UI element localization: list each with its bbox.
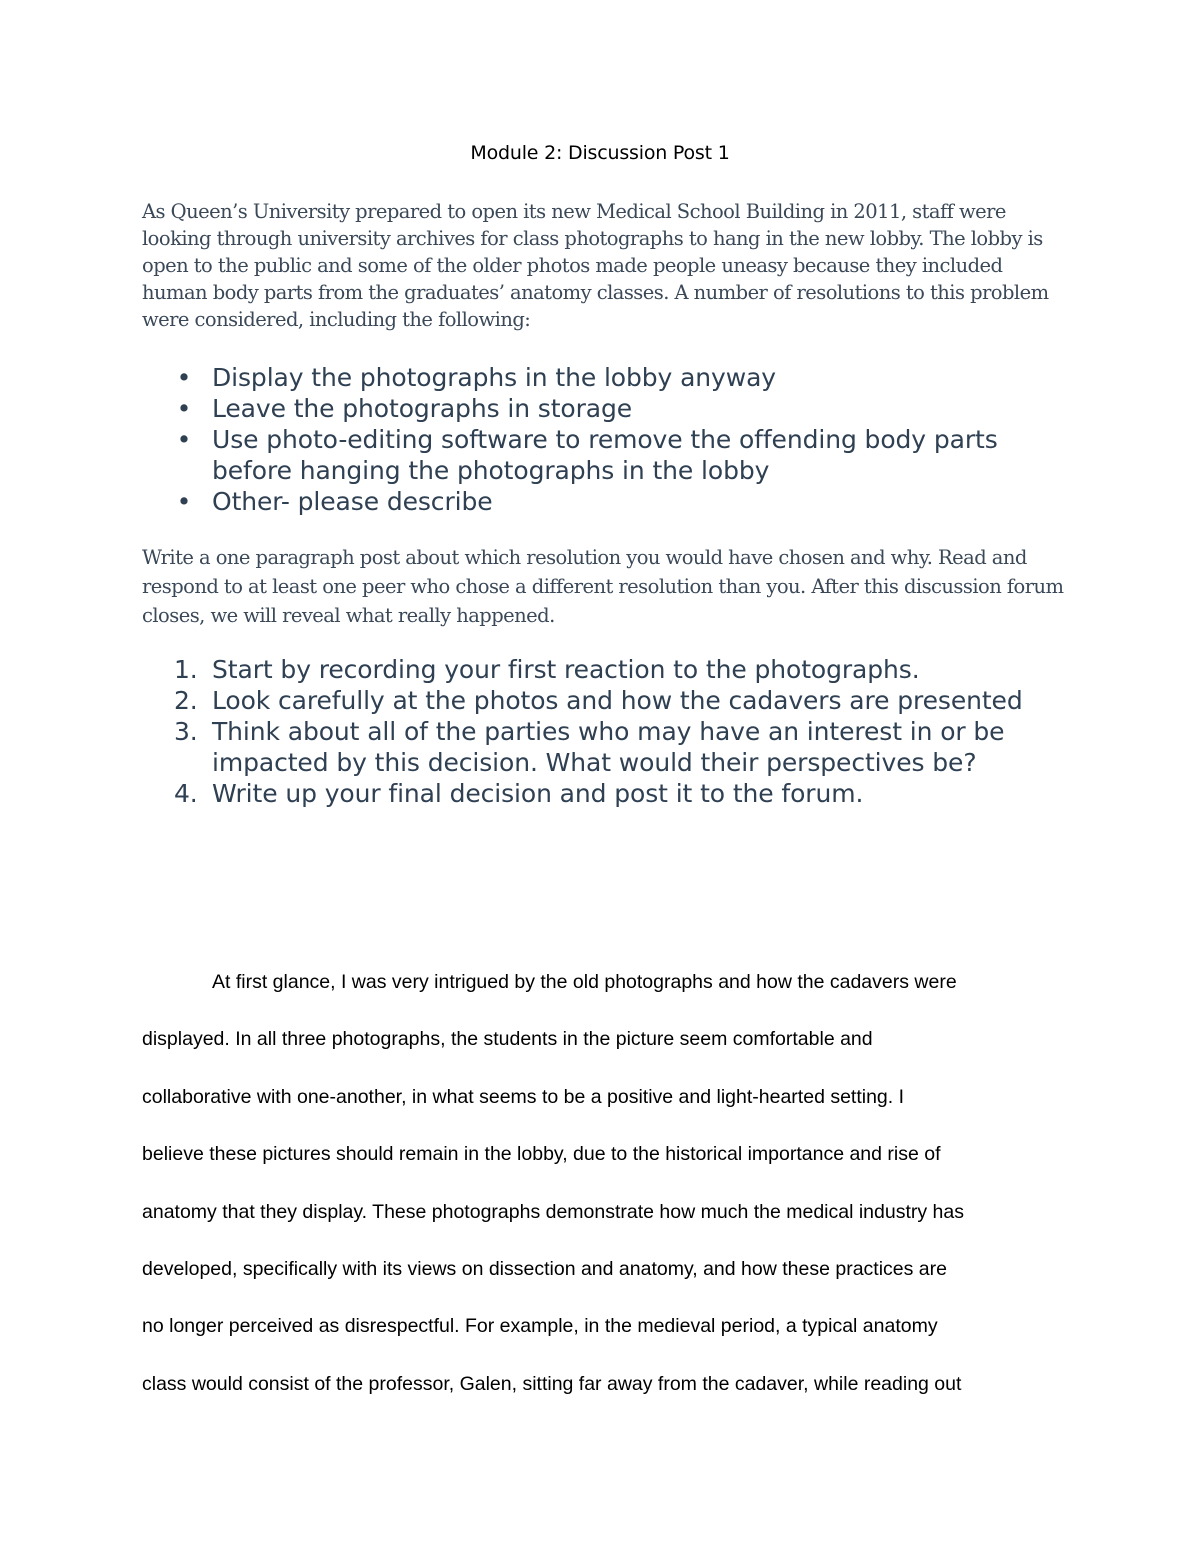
- intro-paragraph: As Queen’s University prepared to open its new Medical School Building in 2011, staff were looking through university archives for class photographs to hang in the new lobby. The lobby is open to the public and some of the older photos made people uneasy because they included human body parts from the graduates’ anatomy classes. A number of resolutions to this problem were considered, including the following:: [142, 200, 1049, 331]
- option-text: Leave the photographs in storage: [212, 394, 633, 423]
- step-text: Write up your final decision and post it to the forum.: [212, 779, 864, 808]
- instructions-paragraph: Write a one paragraph post about which resolution you would have chosen and why. Read and respond to at least one peer who chose a different resolution than you. After this discussion forum closes, we will reveal what really happened.: [142, 546, 1064, 627]
- list-item: [142, 685, 1072, 716]
- list-item: [142, 362, 1072, 393]
- list-item: [142, 654, 1072, 685]
- option-text: Use photo-editing software to remove the offending body parts before hanging the photographs in the lobby: [212, 425, 998, 485]
- essay-line: believe these pictures should remain in the lobby, due to the historical importance and rise of: [142, 1143, 941, 1166]
- essay-line: anatomy that they display. These photographs demonstrate how much the medical industry has: [142, 1200, 964, 1223]
- step-number: 4.: [174, 779, 198, 808]
- list-item: [142, 393, 1072, 424]
- bullet-icon: •: [176, 394, 192, 423]
- essay-line: class would consist of the professor, Galen, sitting far away from the cadaver, while reading out: [142, 1372, 962, 1395]
- bullet-icon: •: [176, 487, 192, 516]
- list-item: [142, 486, 1072, 517]
- option-text: Other- please describe: [212, 487, 493, 516]
- document-title: Module 2: Discussion Post 1: [470, 142, 730, 164]
- step-number: 3.: [174, 717, 198, 746]
- list-item: [142, 424, 1072, 486]
- list-item: [142, 778, 1072, 809]
- resolution-options-list: [142, 362, 1072, 517]
- step-text: Look carefully at the photos and how the cadavers are presented: [212, 686, 1023, 715]
- steps-list: [142, 654, 1072, 809]
- step-text: Start by recording your first reaction to the photographs.: [212, 655, 920, 684]
- essay-line: developed, specifically with its views on dissection and anatomy, and how these practices are: [142, 1258, 947, 1281]
- step-number: 1.: [174, 655, 198, 684]
- essay-line: collaborative with one-another, in what seems to be a positive and light-hearted setting. I: [142, 1085, 905, 1108]
- list-item: [142, 716, 1072, 778]
- step-text: Think about all of the parties who may have an interest in or be impacted by this decision. What would their perspectives be?: [212, 717, 1005, 777]
- essay-line: At first glance, I was very intrigued by the old photographs and how the cadavers were: [212, 971, 957, 993]
- step-number: 2.: [174, 686, 198, 715]
- essay-line: displayed. In all three photographs, the students in the picture seem comfortable and: [142, 1028, 873, 1051]
- option-text: Display the photographs in the lobby anyway: [212, 363, 776, 392]
- essay-body: [142, 954, 1082, 1413]
- bullet-icon: •: [176, 425, 192, 454]
- bullet-icon: •: [176, 363, 192, 392]
- essay-line: no longer perceived as disrespectful. For example, in the medieval period, a typical anatomy: [142, 1315, 938, 1338]
